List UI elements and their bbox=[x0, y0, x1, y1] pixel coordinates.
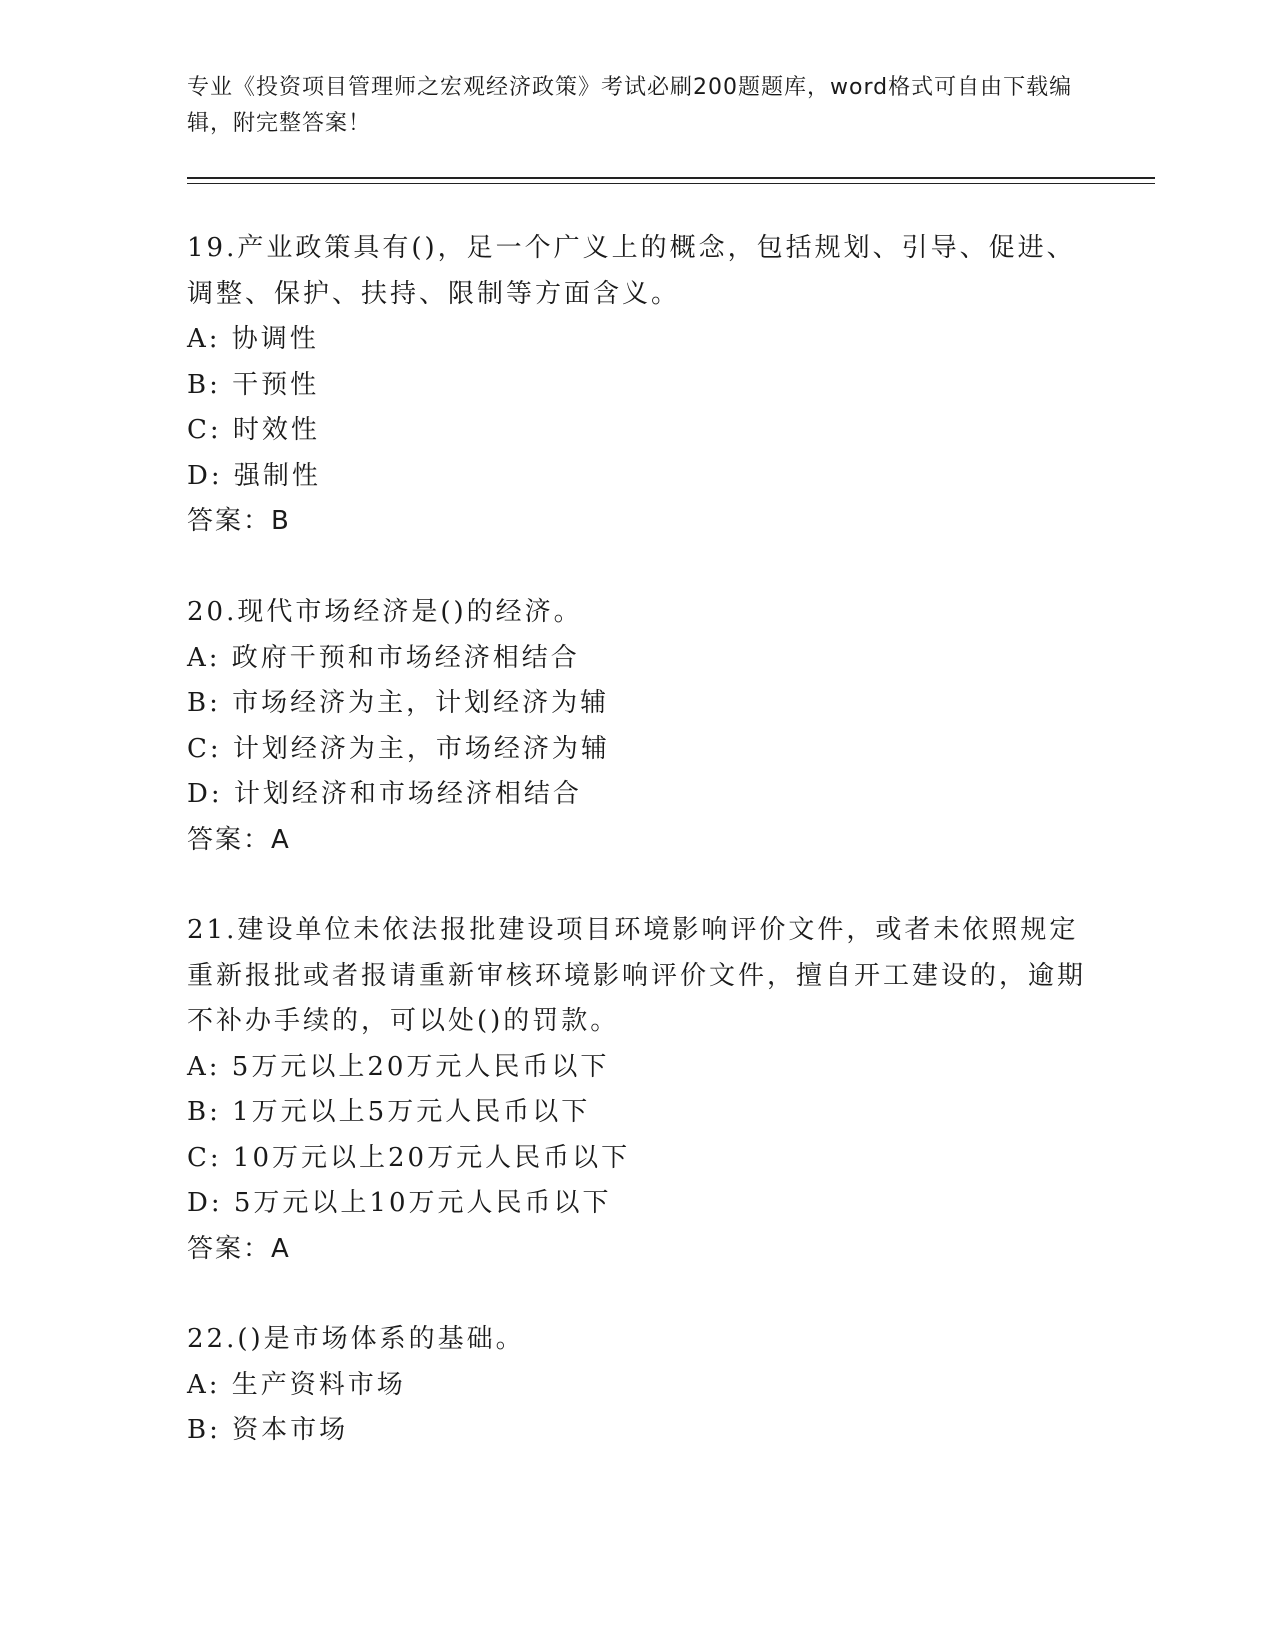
option-c: C: 10万元以上20万元人民币以下 bbox=[187, 1142, 631, 1173]
answer: 答案：A bbox=[187, 1233, 291, 1264]
option-d: D: 强制性 bbox=[187, 460, 321, 491]
question-text: 20.现代市场经济是()的经济。 bbox=[187, 597, 583, 627]
question-20 bbox=[187, 590, 1087, 863]
option-a: A: 协调性 bbox=[187, 324, 319, 354]
header-rule-thick bbox=[187, 177, 1155, 179]
option-c: C: 时效性 bbox=[187, 415, 320, 445]
question-21 bbox=[187, 908, 1087, 1272]
option-d: D: 计划经济和市场经济相结合 bbox=[187, 779, 582, 809]
document-intro: 专业《投资项目管理师之宏观经济政策》考试必刷200题题库，word格式可自由下载编辑，附完整答案！ bbox=[187, 75, 1073, 136]
option-a: A: 生产资料市场 bbox=[187, 1369, 406, 1400]
option-d: D: 5万元以上10万元人民币以下 bbox=[187, 1188, 612, 1218]
option-b: B: 1万元以上5万元人民币以下 bbox=[187, 1097, 591, 1127]
option-b: B: 市场经济为主，计划经济为辅 bbox=[187, 688, 610, 718]
option-a: A: 5万元以上20万元人民币以下 bbox=[187, 1051, 610, 1082]
header-rule-thin bbox=[187, 183, 1155, 184]
option-b: B: 干预性 bbox=[187, 369, 320, 400]
question-text: 22.()是市场体系的基础。 bbox=[187, 1324, 525, 1354]
option-c: C: 计划经济为主，市场经济为辅 bbox=[187, 733, 610, 764]
question-22 bbox=[187, 1317, 1087, 1454]
option-b: B: 资本市场 bbox=[187, 1415, 349, 1445]
question-19 bbox=[187, 226, 1087, 545]
question-text: 21.建设单位未依法报批建设项目环境影响评价文件，或者未依照规定重新报批或者报请重新审核环境影响评价文件，擅自开工建设的，逾期不补办手续的，可以处()的罚款。 bbox=[187, 915, 1087, 1036]
answer: 答案：A bbox=[187, 824, 291, 855]
option-a: A: 政府干预和市场经济相结合 bbox=[187, 642, 580, 673]
answer: 答案：B bbox=[187, 506, 291, 536]
question-text: 19.产业政策具有()，足一个广义上的概念，包括规划、引导、促进、调整、保护、扶持、限制等方面含义。 bbox=[187, 233, 1076, 309]
